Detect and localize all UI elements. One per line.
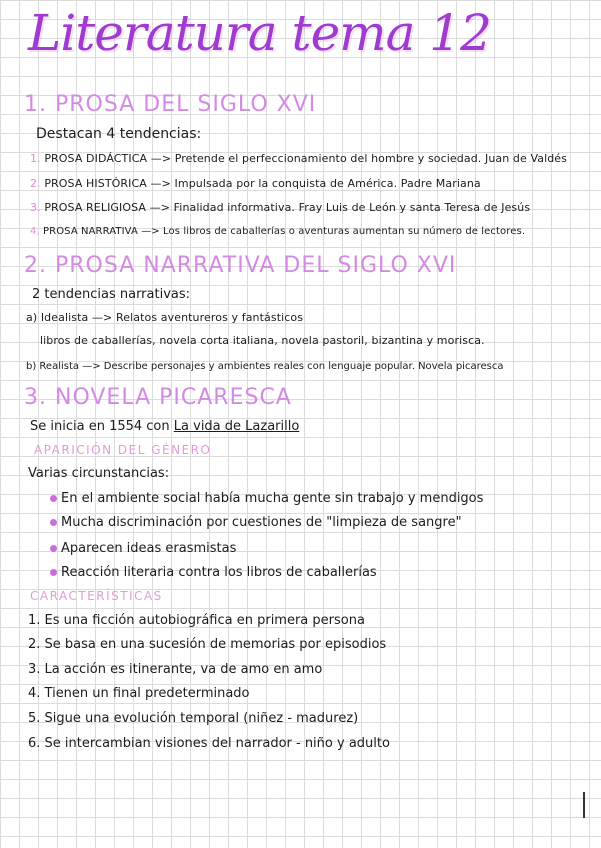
bullet-item: Aparecen ideas erasmistas bbox=[50, 541, 236, 556]
feature-item: 3. La acción es itinerante, va de amo en amo bbox=[28, 662, 323, 677]
section-1-intro: Destacan 4 tendencias: bbox=[36, 126, 202, 142]
section-3-intro-text: Se inicia en 1554 con bbox=[30, 419, 170, 434]
list-item bbox=[30, 177, 481, 190]
subheading-features: CARACTERÍSTICAS bbox=[30, 589, 163, 603]
circumstances-intro: Varias circunstancias: bbox=[28, 466, 170, 481]
section-3-heading: 3. NOVELA PICARESCA bbox=[24, 385, 292, 410]
bullet-item: Reacción literaria contra los libros de caballerías bbox=[50, 565, 377, 580]
list-item-text: PROSA HISTÓRICA —> Impulsada por la conquista de América. Padre Mariana bbox=[44, 177, 481, 190]
list-item bbox=[30, 226, 525, 237]
list-item-text: PROSA RELIGIOSA —> Finalidad informativa. Fray Luis de León y santa Teresa de Jesús bbox=[44, 201, 531, 214]
feature-item: 6. Se intercambian visiones del narrador - niño y adulto bbox=[28, 736, 390, 751]
page-mark bbox=[583, 792, 585, 818]
page-title: Literatura tema 12 bbox=[28, 4, 491, 62]
bullet-item: En el ambiente social había mucha gente sin trabajo y mendigos bbox=[50, 491, 483, 506]
tendency-a: a) Idealista —> Relatos aventureros y fantásticos bbox=[26, 311, 304, 324]
list-item-number: 4. bbox=[30, 226, 40, 237]
list-item-text: PROSA DIDÁCTICA —> Pretende el perfeccionamiento del hombre y sociedad. Juan de Valdés bbox=[44, 152, 568, 165]
tendency-b: b) Realista —> Describe personajes y ambientes reales con lenguaje popular. Novela picaresca bbox=[26, 361, 504, 372]
list-item-number: 3. bbox=[30, 201, 41, 214]
feature-item: 2. Se basa en una sucesión de memorias por episodios bbox=[28, 637, 387, 652]
section-3-intro bbox=[30, 419, 299, 434]
feature-item: 1. Es una ficción autobiográfica en primera persona bbox=[28, 613, 365, 628]
list-item bbox=[30, 201, 530, 214]
feature-item: 5. Sigue una evolución temporal (niñez - madurez) bbox=[28, 711, 359, 726]
list-item-text: PROSA NARRATIVA —> Los libros de caballerías o aventuras aumentan su número de lectores. bbox=[43, 226, 526, 237]
feature-item: 4. Tienen un final predeterminado bbox=[28, 686, 250, 701]
section-1-heading: 1. PROSA DEL SIGLO XVI bbox=[24, 92, 317, 117]
list-item-number: 1. bbox=[30, 152, 41, 165]
section-2-heading: 2. PROSA NARRATIVA DEL SIGLO XVI bbox=[24, 253, 457, 278]
list-item-number: 2. bbox=[30, 177, 41, 190]
subheading-appearance: APARICIÓN DEL GÉNERO bbox=[34, 443, 212, 457]
tendency-a-detail: libros de caballerías, novela corta italiana, novela pastoril, bizantina y morisca. bbox=[40, 334, 485, 347]
section-2-intro: 2 tendencias narrativas: bbox=[32, 287, 191, 302]
book-title: La vida de Lazarillo bbox=[173, 419, 300, 434]
bullet-item: Mucha discriminación por cuestiones de "limpieza de sangre" bbox=[50, 515, 462, 530]
list-item bbox=[30, 152, 567, 165]
